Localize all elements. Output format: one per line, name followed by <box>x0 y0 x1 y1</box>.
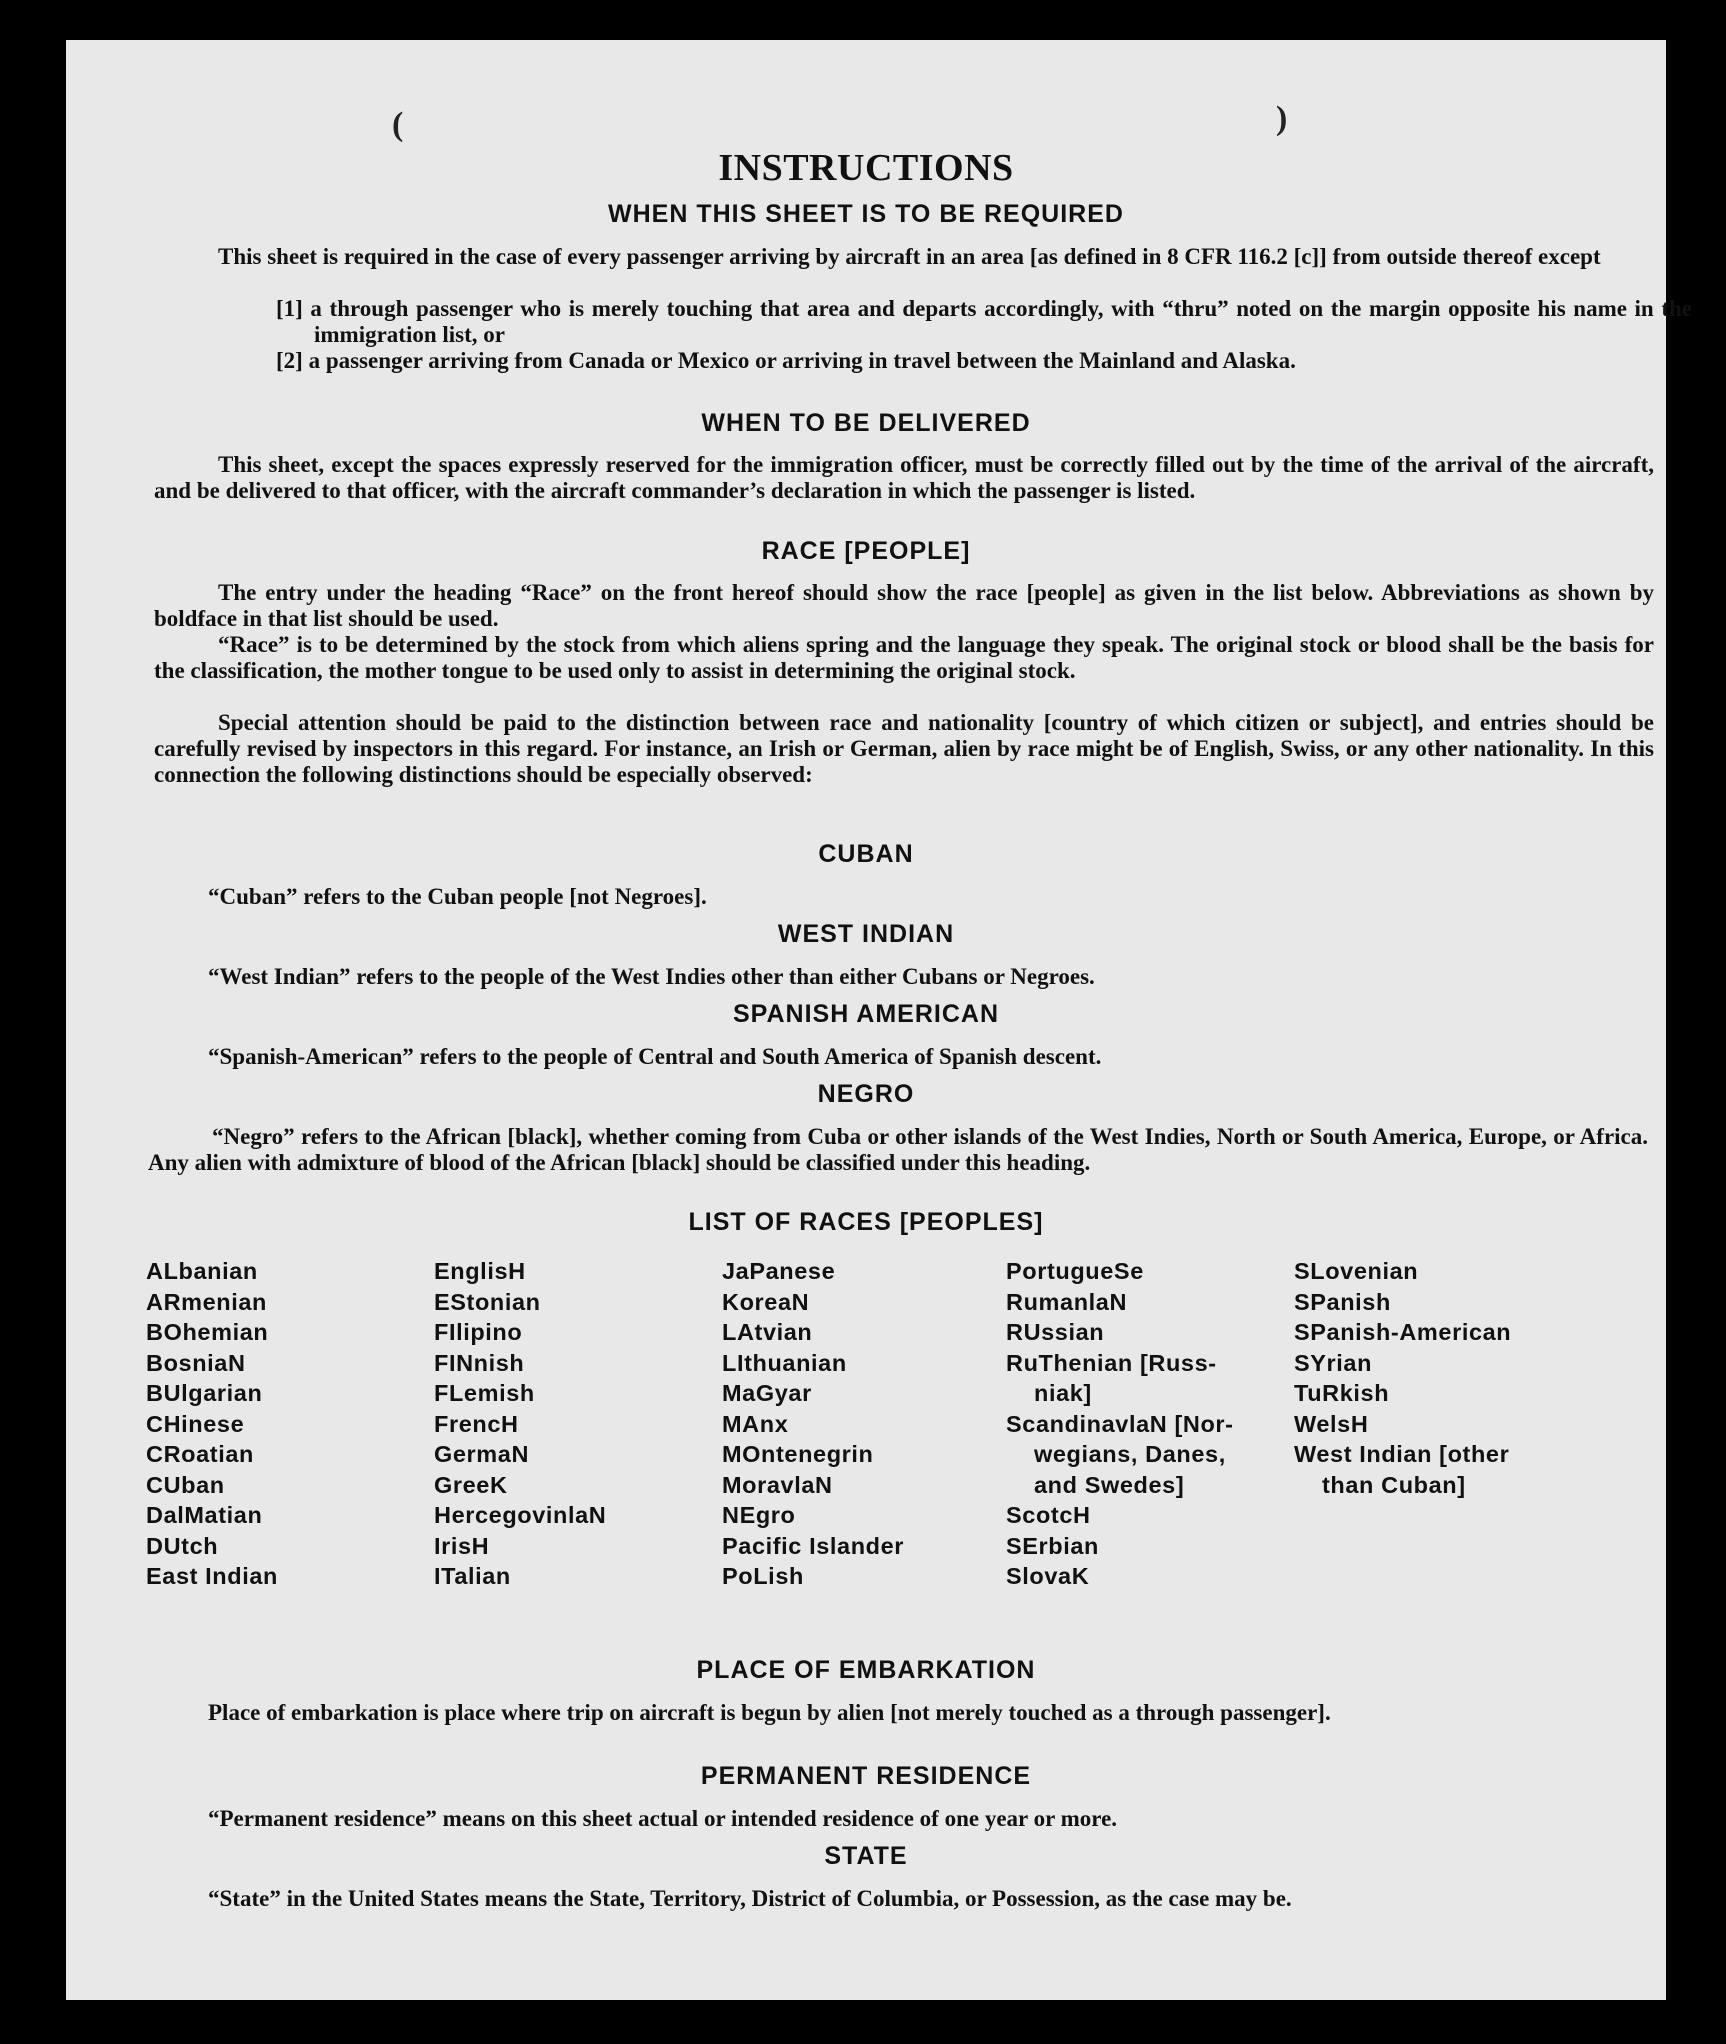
paragraph-embarkation: Place of embarkation is place where trip on aircraft is begun by alien [not merely touched as a through passenger]. <box>208 1700 1331 1725</box>
list-item: ITalian <box>434 1563 511 1589</box>
list-item: CRoatian <box>146 1441 254 1467</box>
list-item: FLemish <box>434 1380 535 1406</box>
paragraph-permanent-residence: “Permanent residence” means on this sheet actual or intended residence of one year or more. <box>208 1806 1118 1831</box>
list-item: MOntenegrin <box>722 1441 874 1467</box>
list-item: niak] <box>1034 1380 1092 1406</box>
paragraph-delivered: This sheet, except the spaces expressly reserved for the immigration officer, must be correctly filled out by the time of the arrival of the aircraft, and be delivered to that officer, with the aircraft commander’s declaration in which the passenger is listed. <box>154 452 1654 503</box>
list-item: GermaN <box>434 1441 530 1467</box>
section-heading-race: RACE [PEOPLE] <box>761 537 971 565</box>
list-item: RUssian <box>1006 1319 1105 1345</box>
list-item: SPanish-American <box>1294 1319 1512 1345</box>
list-item: BOhemian <box>146 1319 269 1345</box>
section-heading-west-indian: WEST INDIAN <box>777 920 955 948</box>
section-heading-permanent-residence: PERMANENT RESIDENCE <box>700 1762 1032 1790</box>
paragraph-negro: “Negro” refers to the African [black], whether coming from Cuba or other islands of the West Indies, North or South America, Europe, or Africa. Any alien with admixture of blood of the African [black] should be classified under this heading. <box>148 1124 1648 1175</box>
list-item: CHinese <box>146 1410 245 1437</box>
list-item: EnglisH <box>434 1258 526 1284</box>
list-item: FIlipino <box>434 1319 523 1345</box>
exception-1: [1] a through passenger who is merely touching that area and departs accordingly, with “thru” noted on the margin opposite his name in the immigration list, or <box>276 296 1692 347</box>
list-item: GreeK <box>434 1471 508 1498</box>
list-item: FINnish <box>434 1349 525 1376</box>
scan-mark: ( <box>392 106 404 143</box>
list-item: East Indian <box>146 1563 278 1589</box>
list-item: MAnx <box>722 1410 789 1437</box>
paragraph-spanish-american: “Spanish-American” refers to the people of Central and South America of Spanish descent. <box>208 1044 1102 1069</box>
list-item: SErbian <box>1006 1532 1100 1559</box>
list-item: RuThenian [Russ- <box>1006 1349 1217 1376</box>
paragraph-race-3: Special attention should be paid to the distinction between race and nationality [country of which citizen or subject], and entries should be carefully revised by inspectors in this regard. For instance, an Irish or German, alien by race might be of English, Swiss, or any other nationality. In this connection the following distinctions should be especially observed: <box>154 710 1654 787</box>
list-item: NEgro <box>722 1502 796 1528</box>
list-item: Pacific Islander <box>722 1532 905 1559</box>
document-page <box>66 40 1692 2000</box>
list-item: than Cuban] <box>1322 1471 1466 1498</box>
exception-2: [2] a passenger arriving from Canada or Mexico or arriving in travel between the Mainland and Alaska. <box>276 348 1296 373</box>
section-heading-delivered: WHEN TO BE DELIVERED <box>701 409 1031 437</box>
list-item: MoravlaN <box>722 1471 833 1498</box>
races-column-1 <box>146 1256 278 1592</box>
section-heading-cuban: CUBAN <box>818 840 914 868</box>
list-item: wegians, Danes, <box>1034 1441 1226 1467</box>
list-item: SlovaK <box>1006 1563 1090 1589</box>
list-item: PortugueSe <box>1006 1258 1144 1284</box>
races-column-2 <box>434 1256 606 1592</box>
list-item: LAtvian <box>722 1319 813 1345</box>
paragraph-required: This sheet is required in the case of every passenger arriving by aircraft in an area [as defined in 8 CFR 116.2 [c]] from outside thereof except <box>218 244 1601 269</box>
races-column-3 <box>722 1256 904 1592</box>
list-item: JaPanese <box>722 1258 836 1284</box>
list-item: SYrian <box>1294 1349 1373 1376</box>
list-item: KoreaN <box>722 1288 810 1315</box>
paragraph-state: “State” in the United States means the State, Territory, District of Columbia, or Possession, as the case may be. <box>208 1886 1292 1911</box>
section-heading-state: STATE <box>824 1842 908 1870</box>
list-item: LIthuanian <box>722 1349 847 1376</box>
scan-mark: ) <box>1276 100 1288 137</box>
races-column-5 <box>1294 1256 1511 1500</box>
list-item: CUban <box>146 1471 225 1498</box>
list-item: ScotcH <box>1006 1502 1091 1528</box>
section-heading-list-of-races: LIST OF RACES [PEOPLES] <box>688 1208 1044 1236</box>
list-item: EStonian <box>434 1288 541 1315</box>
list-item: ScandinavlaN [Nor- <box>1006 1410 1234 1437</box>
list-item: ARmenian <box>146 1288 268 1315</box>
list-item: FrencH <box>434 1410 519 1437</box>
section-heading-spanish-american: SPANISH AMERICAN <box>732 1000 999 1028</box>
paragraph-west-indian: “West Indian” refers to the people of the West Indies other than either Cubans or Negroes. <box>208 964 1095 989</box>
list-item: and Swedes] <box>1034 1471 1185 1498</box>
list-item: SPanish <box>1294 1288 1391 1315</box>
section-heading-required: WHEN THIS SHEET IS TO BE REQUIRED <box>608 200 1124 228</box>
list-item: RumanlaN <box>1006 1288 1128 1315</box>
section-heading-embarkation: PLACE OF EMBARKATION <box>696 1656 1036 1684</box>
list-item: MaGyar <box>722 1380 812 1406</box>
list-item: DUtch <box>146 1532 219 1559</box>
paragraph-cuban: “Cuban” refers to the Cuban people [not Negroes]. <box>208 884 707 909</box>
paragraph-race-1: The entry under the heading “Race” on the front hereof should show the race [people] as given in the list below. Abbreviations as shown by boldface in that list should be used. <box>154 580 1654 631</box>
list-item: TuRkish <box>1294 1380 1390 1406</box>
list-item: ALbanian <box>146 1258 258 1284</box>
list-item: WelsH <box>1294 1410 1369 1437</box>
list-item: BosniaN <box>146 1349 246 1376</box>
list-item: SLovenian <box>1294 1258 1419 1284</box>
list-item: DalMatian <box>146 1502 263 1528</box>
races-column-4 <box>1006 1256 1234 1592</box>
list-item: IrisH <box>434 1532 490 1559</box>
list-item: BUlgarian <box>146 1380 263 1406</box>
list-item: West Indian [other <box>1294 1441 1510 1467</box>
page-title: INSTRUCTIONS <box>718 147 1014 189</box>
list-item: HercegovinlaN <box>434 1502 607 1528</box>
section-heading-negro: NEGRO <box>817 1080 915 1108</box>
list-item: PoLish <box>722 1563 804 1589</box>
paragraph-race-2: “Race” is to be determined by the stock from which aliens spring and the language they speak. The original stock or blood shall be the basis for the classification, the mother tongue to be used only to assist in determining the original stock. <box>154 632 1654 683</box>
